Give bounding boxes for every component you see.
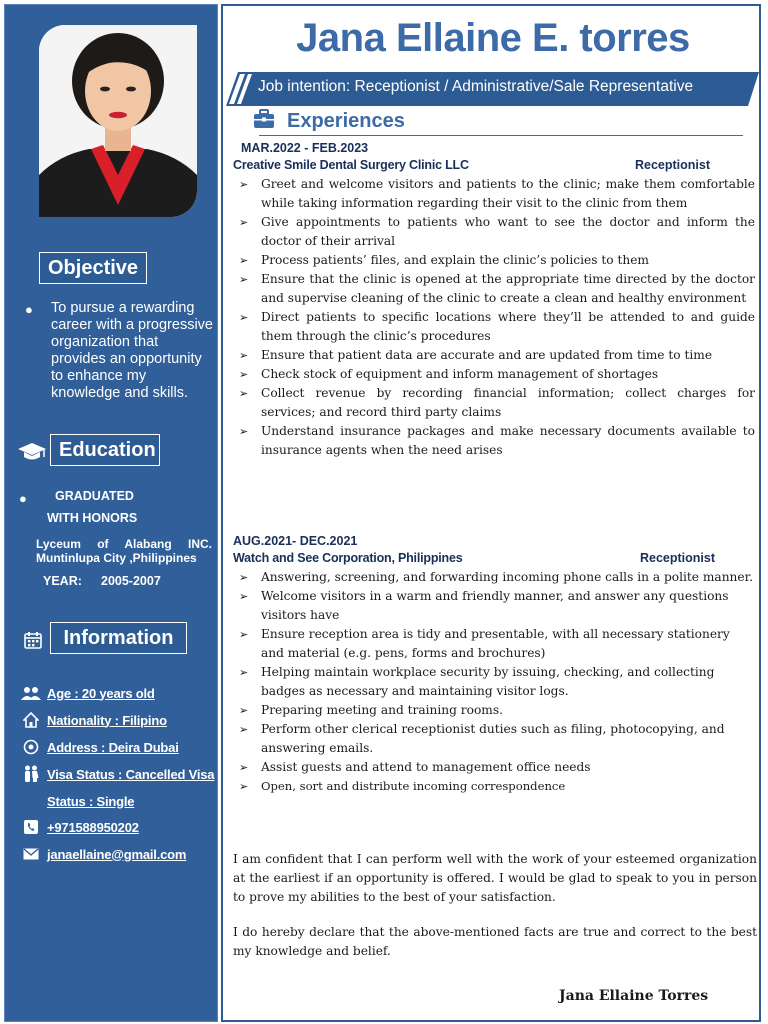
candidate-name: Jana Ellaine E. torres: [296, 16, 690, 60]
arrow-bullet-icon: ➢: [239, 349, 249, 362]
declaration: I do hereby declare that the above-mentioned facts are true and correct to the best my knowledge and belief.: [233, 925, 757, 958]
objective-text: To pursue a rewarding career with a progressive organization that provides an opportunity to enhance my knowledge and skills.: [51, 300, 213, 401]
people-icon: [21, 685, 41, 701]
info-status-text: Status : Single: [47, 793, 135, 809]
education-school: Lyceum of Alabang INC.: [36, 537, 212, 551]
job1-company: Creative Smile Dental Surgery Clinic LLC: [233, 158, 469, 172]
arrow-bullet-icon: ➢: [239, 628, 249, 641]
education-honor-line1: GRADUATED: [55, 489, 134, 503]
info-age-text: Age : 20 years old: [47, 685, 155, 701]
info-visa-text: Visa Status : Cancelled Visa: [47, 766, 215, 782]
list-item: ➢ Preparing meeting and training rooms.: [235, 701, 755, 720]
arrow-bullet-icon: ➢: [239, 571, 249, 584]
list-item: ➢ Answering, screening, and forwarding incoming phone calls in a polite manner.: [235, 568, 755, 587]
info-nationality-text: Nationality : Filipino: [47, 712, 167, 728]
list-item: ➢ Ensure reception area is tidy and presentable, with all necessary stationery and material (e.g. pens, forms and brochures): [239, 627, 730, 660]
education-bullet: ●: [19, 491, 27, 506]
info-phone[interactable]: [21, 818, 139, 836]
experiences-header: [253, 109, 405, 134]
info-phone-link[interactable]: +971588950202: [47, 819, 139, 835]
information-heading: Information: [50, 622, 187, 654]
list-item: ➢ Ensure that patient data are accurate and are updated from time to time: [235, 346, 755, 365]
graduation-cap-icon: [17, 441, 47, 468]
arrow-bullet-icon: ➢: [239, 425, 249, 438]
signature: Jana Ellaine Torres: [559, 988, 709, 1004]
list-item: ➢ Assist guests and attend to management office needs: [235, 758, 755, 777]
experiences-title: Experiences: [287, 110, 405, 132]
objective-heading: Objective: [39, 252, 147, 284]
couple-icon: [21, 766, 41, 782]
home-icon: [21, 712, 41, 728]
job1-duties: [235, 175, 755, 460]
location-pin-icon: [21, 739, 41, 755]
info-address: [21, 738, 179, 756]
education-heading: Education: [50, 434, 160, 466]
education-year-value: 2005-2007: [101, 574, 161, 588]
info-email[interactable]: [21, 845, 186, 863]
job1-role: Receptionist: [635, 158, 711, 172]
info-visa: [21, 765, 214, 783]
list-item: ➢ Greet and welcome visitors and patients to the clinic; make them comfortable while taking information regarding their visit to the clinic from them: [239, 177, 755, 210]
job2-dates: AUG.2021- DEC.2021: [233, 534, 358, 548]
arrow-bullet-icon: ➢: [239, 254, 249, 267]
arrow-bullet-icon: ➢: [239, 368, 249, 381]
arrow-bullet-icon: ➢: [239, 590, 249, 603]
profile-photo-image: [39, 25, 197, 217]
list-item: ➢ Ensure that the clinic is opened at the appropriate time directed by the doctor and supervise cleaning of the clinic to create a clean and healthy environment: [239, 272, 755, 305]
education-year-label: YEAR:: [43, 574, 82, 588]
arrow-bullet-icon: ➢: [239, 780, 249, 793]
arrow-bullet-icon: ➢: [239, 723, 249, 736]
job1-dates: MAR.2022 - FEB.2023: [241, 141, 369, 155]
info-email-link[interactable]: janaellaine@gmail.com: [47, 846, 187, 862]
sidebar: [4, 4, 218, 1022]
arrow-bullet-icon: ➢: [239, 387, 249, 400]
list-item: ➢ Process patients’ files, and explain the clinic’s policies to them: [235, 251, 755, 270]
list-item: ➢ Give appointments to patients who want to see the doctor and inform the doctor of their arrival: [239, 215, 755, 248]
list-item: ➢ Direct patients to specific locations where they’ll be attended to and guide them through the clinic’s procedures: [239, 310, 755, 343]
list-item: ➢ Understand insurance packages and make necessary documents available to insurance agents when the need arises: [239, 424, 755, 457]
info-address-text: Address : Deira Dubai: [47, 739, 179, 755]
profile-photo: [39, 25, 197, 217]
briefcase-icon: [253, 109, 275, 134]
main-column: [221, 4, 761, 1022]
info-nationality: [21, 711, 167, 729]
education-honor-line2: WITH HONORS: [47, 511, 138, 525]
objective-bullet: ●: [25, 302, 33, 317]
list-item: ➢ Helping maintain workplace security by issuing, checking, and collecting badges as necessary and maintaining visitor logs.: [239, 665, 715, 698]
calendar-icon: [24, 631, 42, 654]
info-status: [21, 792, 134, 810]
list-item: ➢ Welcome visitors in a warm and friendly manner, and answer any questions visitors have: [239, 589, 729, 622]
job-intention-banner: [226, 72, 759, 106]
list-item: ➢ Perform other clerical receptionist duties such as filing, photocopying, and answering emails.: [239, 722, 725, 755]
job2-company: Watch and See Corporation, Philippines: [233, 551, 463, 565]
arrow-bullet-icon: ➢: [239, 178, 249, 191]
arrow-bullet-icon: ➢: [239, 311, 249, 324]
mail-icon: [21, 846, 41, 862]
job2-duties: [235, 568, 755, 796]
arrow-bullet-icon: ➢: [239, 666, 249, 679]
list-item: ➢ Collect revenue by recording financial information; collect charges for services; and record third party claims: [239, 386, 755, 419]
arrow-bullet-icon: ➢: [239, 761, 249, 774]
experiences-rule: [259, 135, 743, 136]
job2-role: Receptionist: [640, 551, 716, 565]
job-intention-text: Job intention: Receptionist / Administrative/Sale Representative: [258, 78, 694, 95]
arrow-bullet-icon: ➢: [239, 273, 249, 286]
arrow-bullet-icon: ➢: [239, 216, 249, 229]
arrow-bullet-icon: ➢: [239, 704, 249, 717]
phone-icon: [21, 819, 41, 835]
info-age: [21, 684, 155, 702]
education-location: Muntinlupa City ,Philippines: [36, 551, 197, 565]
closing-statement: I am confident that I can perform well with the work of your esteemed organization at the earliest if an opportunity is offered. I would be glad to speak to you in person to prove my abilities to the best of your satisfaction.: [233, 852, 757, 904]
list-item: ➢ Open, sort and distribute incoming correspondence: [235, 777, 755, 796]
list-item: ➢ Check stock of equipment and inform management of shortages: [235, 365, 755, 384]
